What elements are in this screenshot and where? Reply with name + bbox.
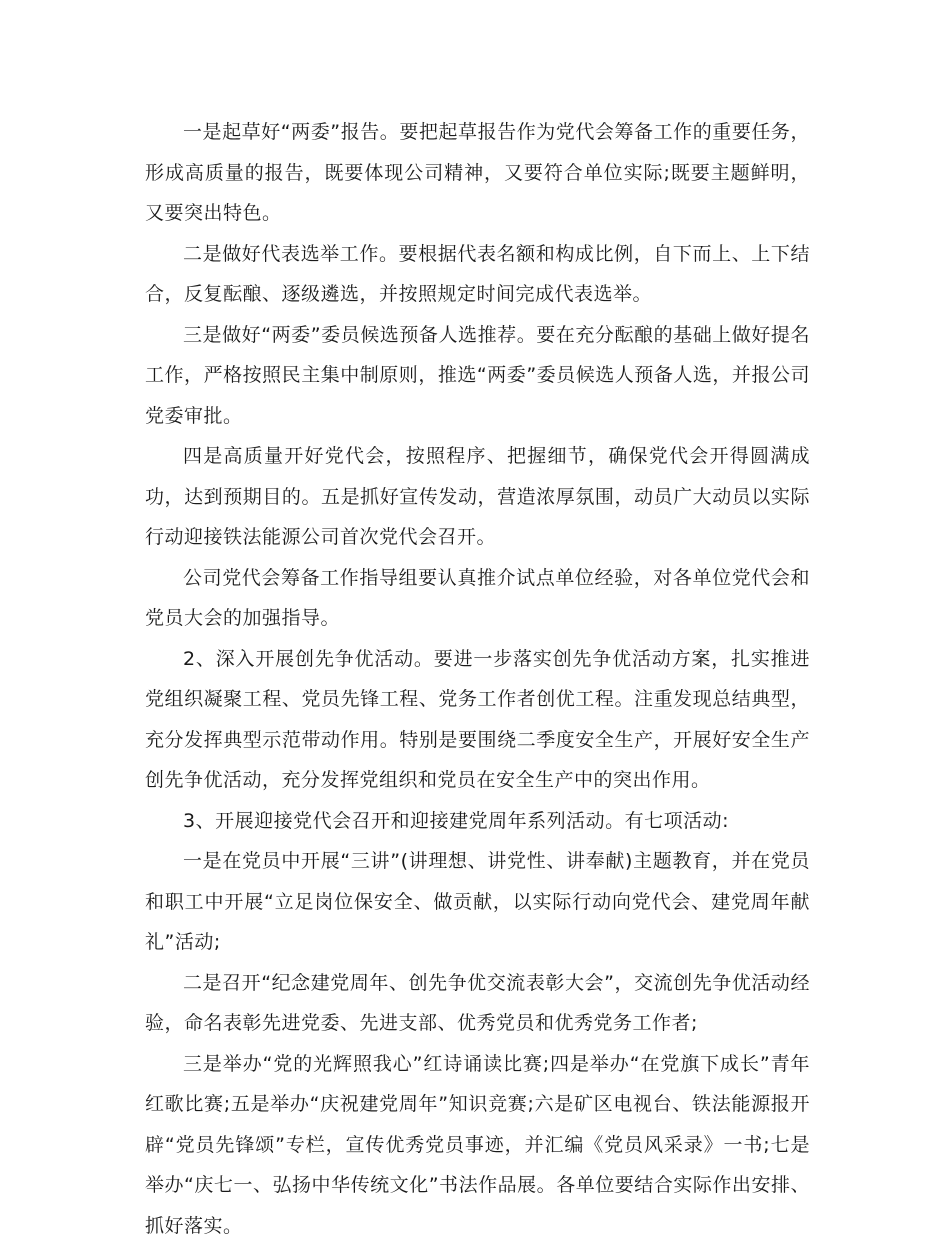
paragraph-activity-two: 二是召开“纪念建党周年、创先争优交流表彰大会”，交流创先争优活动经验，命名表彰先进党委、先进支部、优秀党员和优秀党务工作者; [145,963,810,1044]
document-body [145,112,810,1246]
paragraph-drafting-report: 一是起草好“两委”报告。要把起草报告作为党代会筹备工作的重要任务，形成高质量的报告，既要体现公司精神，又要符合单位实际;既要主题鲜明，又要突出特色。 [145,112,810,234]
paragraph-seven-activities-intro: 3、开展迎接党代会召开和迎接建党周年系列活动。有七项活动: [145,801,810,842]
paragraph-delegate-election: 二是做好代表选举工作。要根据代表名额和构成比例，自下而上、上下结合，反复酝酿、逐级遴选，并按照规定时间完成代表选举。 [145,234,810,315]
paragraph-activity-one: 一是在党员中开展“三讲”(讲理想、讲党性、讲奉献)主题教育，并在党员和职工中开展“立足岗位保安全、做贡献，以实际行动向党代会、建党周年献礼”活动; [145,841,810,963]
paragraph-activities-three-to-seven: 三是举办“党的光辉照我心”红诗诵读比赛;四是举办“在党旗下成长”青年红歌比赛;五是举办“庆祝建党周年”知识竞赛;六是矿区电视台、铁法能源报开辟“党员先锋颂”专栏，宣传优秀党员事迹，并汇编《党员风采录》一书;七是举办“庆七一、弘扬中华传统文化”书法作品展。各单位要结合实际作出安排、抓好落实。 [145,1044,810,1246]
paragraph-excellence-activity: 2、深入开展创先争优活动。要进一步落实创先争优活动方案，扎实推进党组织凝聚工程、党员先锋工程、党务工作者创优工程。注重发现总结典型，充分发挥典型示范带动作用。特别是要围绕二季度安全生产，开展好安全生产创先争优活动，充分发挥党组织和党员在安全生产中的突出作用。 [145,639,810,801]
paragraph-candidate-recommendation: 三是做好“两委”委员候选预备人选推荐。要在充分酝酿的基础上做好提名工作，严格按照民主集中制原则，推选“两委”委员候选人预备人选，并报公司党委审批。 [145,315,810,437]
paragraph-congress-and-publicity: 四是高质量开好党代会，按照程序、把握细节，确保党代会开得圆满成功，达到预期目的。五是抓好宣传发动，营造浓厚氛围，动员广大动员以实际行动迎接铁法能源公司首次党代会召开。 [145,436,810,558]
paragraph-guidance-group: 公司党代会筹备工作指导组要认真推介试点单位经验，对各单位党代会和党员大会的加强指导。 [145,558,810,639]
